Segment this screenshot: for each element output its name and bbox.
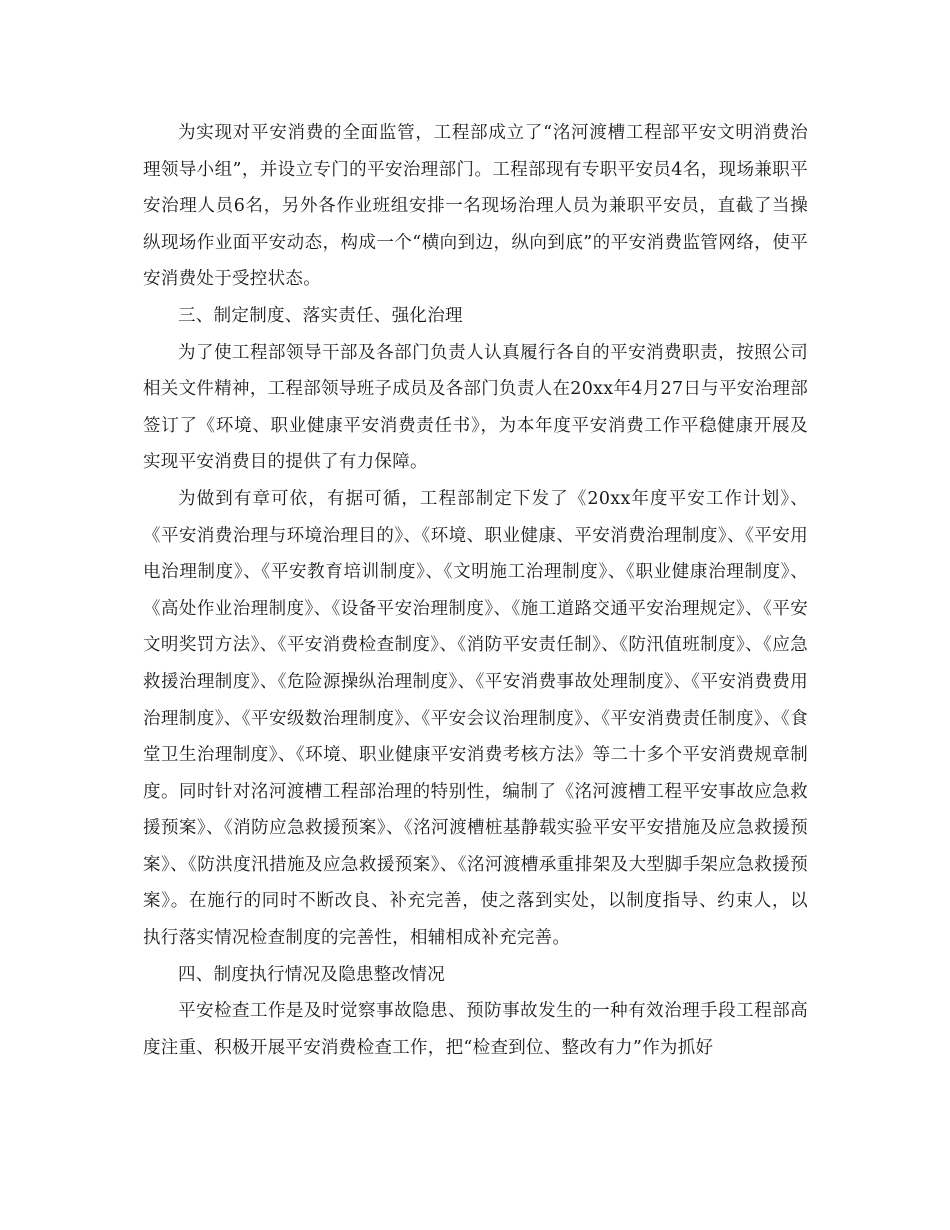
- paragraph-inspection: 平安检查工作是及时觉察事故隐患、预防事故发生的一种有效治理手段工程部高度注重、积极开展平安消费检查工作，把“检查到位、整改有力”作为抓好: [143, 1001, 808, 1058]
- paragraph-regulations: 为做到有章可依，有据可循，工程部制定下发了《20xx年度平安工作计划》、《平安消费治理与环境治理目的》、《环境、职业健康、平安消费治理制度》、《平安用电治理制度》、《平安教育培训制度》、《文明施工治理制度》、《职业健康治理制度》、《高处作业治理制度》、《设备平安治理制度》、《施工道路交通平安治理规定》、《平安文明奖罚方法》、《平安消费检查制度》、《消防平安责任制》、《防汛值班制度》、《应急救援治理制度》、《危险源操纵治理制度》、《平安消费事故处理制度》、《平安消费费用治理制度》、《平安级数治理制度》、《平安会议治理制度》、《平安消费责任制度》、《食堂卫生治理制度》、《环境、职业健康平安消费考核方法》等二十多个平安消费规章制度。同时针对洺河渡槽工程部治理的特别性，编制了《洺河渡槽工程平安事故应急救援预案》、《消防应急救援预案》、《洺河渡槽桩基静载实验平安平安措施及应急救援预案》、《防洪度汛措施及应急救援预案》、《洺河渡槽承重排架及大型脚手架应急救援预案》。在施行的同时不断改良、补充完善，使之落到实处，以制度指导、约束人，以执行落实情况检查制度的完善性，相辅相成补充完善。: [143, 488, 808, 949]
- section-heading-three: 三、制定制度、落实责任、强化治理: [178, 305, 463, 326]
- paragraph-safety-supervision: 为实现对平安消费的全面监管，工程部成立了“洺河渡槽工程部平安文明消费治理领导小组”，并设立专门的平安治理部门。工程部现有专职平安员4名，现场兼职平安治理人员6名，另外各作业班组安排一名现场治理人员为兼职平安员，直截了当操纵现场作业面平安动态，构成一个“横向到边，纵向到底”的平安消费监管网络，使平安消费处于受控状态。: [143, 123, 808, 290]
- section-heading-four: 四、制度执行情况及隐患整改情况: [178, 964, 445, 985]
- document-page: [143, 115, 808, 1066]
- paragraph-responsibility: 为了使工程部领导干部及各部门负责人认真履行各自的平安消费职责，按照公司相关文件精神，工程部领导班子成员及各部门负责人在20xx年4月27日与平安治理部签订了《环境、职业健康平安消费责任书》，为本年度平安消费工作平稳健康开展及实现平安消费目的提供了有力保障。: [143, 342, 808, 473]
